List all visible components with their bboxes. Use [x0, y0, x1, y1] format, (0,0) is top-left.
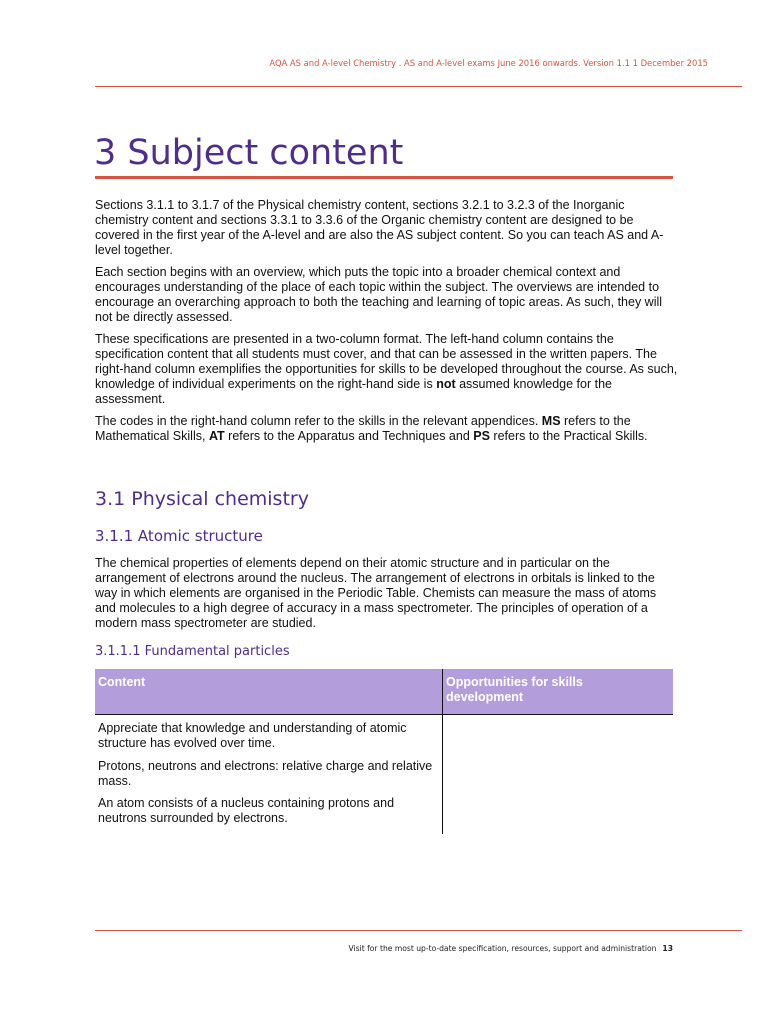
emphasis-not: not — [436, 377, 456, 391]
header-text: AQA AS and A-level Chemistry . AS and A-level exams June 2016 onwards. Version 1.1 1 December 2015 — [269, 58, 708, 68]
code-at: AT — [208, 429, 225, 443]
intro-paragraph-1: Sections 3.1.1 to 3.1.7 of the Physical chemistry content, sections 3.2.1 to 3.2.3 of the Inorganic chemistry content and sections 3.3.1 to 3.3.6 of the Organic chemistry content are designed to be covered in the first year of the A-level and are also the AS subject content. So you can teach AS and A-level together. — [95, 198, 664, 257]
footer — [349, 944, 673, 953]
intro-paragraph-3-start: These specifications are presented in a two-column format. The left-hand column contains the specification content that all students must cover, and that can be assessed in the written papers. The right-hand column exemplifies the opportunities for skills to be developed throughout the course. As such, knowledge of individual experiments on the right-hand side is — [95, 332, 678, 391]
page-title: 3 Subject content — [94, 133, 404, 173]
code-ps: PS — [473, 429, 490, 443]
table-cell-content-2: Protons, neutrons and electrons: relative charge and relative mass. — [98, 759, 433, 788]
intro-paragraph-3-end: assumed knowledge for the assessment. — [95, 377, 612, 406]
header-rule — [95, 86, 742, 87]
table-header-row — [95, 669, 673, 715]
code-ms: MS — [541, 414, 561, 428]
intro-paragraph-4-d: refers to the Practical Skills. — [489, 429, 648, 443]
intro-paragraph-4-b: refers to the Mathematical Skills, — [95, 414, 631, 443]
page-number: 13 — [662, 944, 673, 953]
table-column-divider — [442, 669, 443, 834]
atomic-structure-paragraph: The chemical properties of elements depend on their atomic structure and in particular on the arrangement of electrons around the nucleus. The arrangement of electrons in orbitals is linked to the way in which elements are organised in the Periodic Table. Chemists can measure the mass of atoms and molecules to a high degree of accuracy in a mass spectrometer. The principles of operation of a modern mass spectrometer are studied. — [95, 556, 657, 630]
intro-paragraph-2: Each section begins with an overview, which puts the topic into a broader chemical context and encourages understanding of the place of each topic within the subject. The overviews are intended to encourage an overarching approach to both the teaching and learning of topic areas. As such, they will not be directly assessed. — [95, 265, 663, 324]
title-underline — [95, 176, 673, 179]
intro-paragraph-4-a: The codes in the right-hand column refer to the skills in the relevant appendices. — [95, 414, 542, 428]
intro-paragraph-3 — [95, 332, 680, 407]
table-cell-content-1: Appreciate that knowledge and understanding of atomic structure has evolved over time. — [98, 721, 407, 750]
intro-paragraph-4 — [95, 414, 680, 444]
section-heading-physical-chemistry: 3.1 Physical chemistry — [95, 488, 309, 510]
table-header-content: Content — [98, 675, 146, 689]
intro-paragraph-4-c: refers to the Apparatus and Techniques and — [224, 429, 474, 443]
subsection-heading-atomic-structure: 3.1.1 Atomic structure — [95, 527, 263, 545]
subsubsection-heading-fundamental-particles: 3.1.1.1 Fundamental particles — [95, 644, 290, 659]
footer-text: Visit for the most up-to-date specification, resources, support and administration — [348, 944, 657, 953]
footer-rule — [95, 930, 742, 931]
table-cell-content-3: An atom consists of a nucleus containing protons and neutrons surrounded by electrons. — [98, 796, 395, 825]
table-header-skills: Opportunities for skills development — [446, 675, 583, 704]
